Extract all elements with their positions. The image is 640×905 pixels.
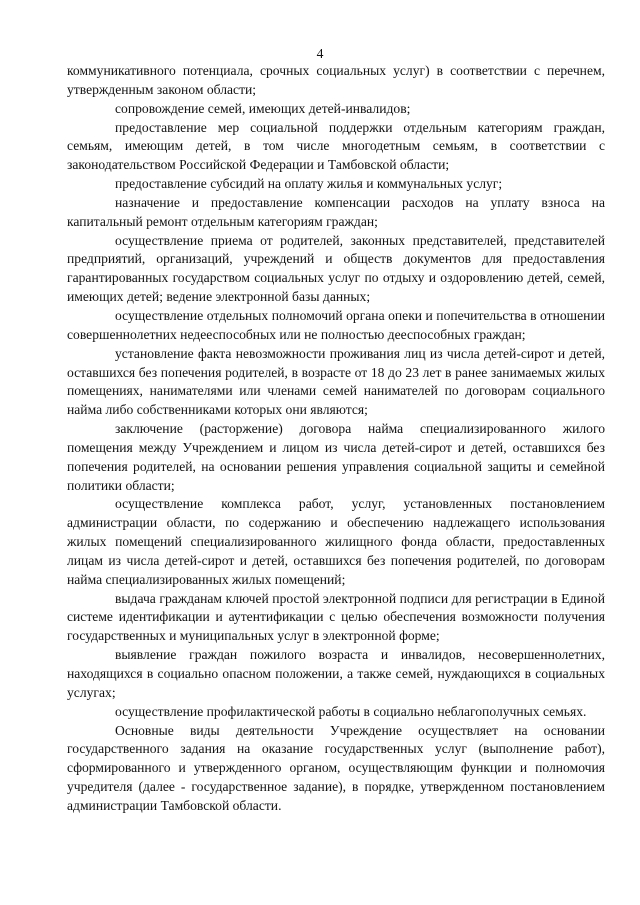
paragraph-preventive-work: осуществление профилактической работы в социально неблагополучных семьях.	[115, 703, 587, 719]
paragraph-social-support-measures: предоставление мер социальной поддержки отдельным категориям граждан, семьям, имеющим детей, в том числе многодетным семьям, в соответствии с законодательством Российской Федерации и Тамбовской области;	[67, 119, 605, 173]
paragraph-continuation: коммуникативного потенциала, срочных социальных услуг) в соответствии с перечнем, утвержденным законом области;	[67, 63, 605, 97]
paragraph-identification-of-citizens: выявление граждан пожилого возраста и инвалидов, несовершеннолетних, находящихся в социально опасном положении, а также семей, нуждающихся в социальных услугах;	[67, 647, 605, 700]
paragraph-state-assignment: Основные виды деятельности Учреждение осуществляет на основании государственного задания на оказание государственных услуг (выполнение работ), сформированного и утвержденного органом, осуществляющим функции и полномочия учредителя (далее - государственное задание), в порядке, утвержденном постановлением администрации Тамбовской области.	[67, 722, 605, 813]
paragraph-guardianship-powers: осуществление отдельных полномочий органа опеки и попечительства в отношении совершеннолетних недееспособных или не полностью дееспособных граждан;	[67, 307, 605, 342]
paragraph-housing-maintenance: осуществление комплекса работ, услуг, установленных постановлением администрации области, по содержанию и обеспечению надлежащего использования жилых помещений специализированного жилищного фонда области, предоставленных лицам из числа детей-сирот и детей, оставшихся без попечения родителей, по договорам найма специализированных жилых помещений;	[67, 496, 605, 587]
paragraph-electronic-signature: выдача гражданам ключей простой электронной подписи для регистрации в Единой системе идентификации и аутентификации с целью обеспечения возможности получения государственных и муниципальных услуг в электронной форме;	[67, 590, 605, 644]
paragraph-capital-repair-compensation: назначение и предоставление компенсации расходов на уплату взноса на капитальный ремонт отдельным категориям граждан;	[67, 194, 605, 229]
paragraph-rental-contract: заключение (расторжение) договора найма специализированного жилого помещения между Учреждением и лицом из числа детей-сирот и детей, оставшихся без попечения родителей, на основании решения управления социальной защиты и семейной политики области;	[67, 421, 605, 493]
paragraph-family-support: сопровождение семей, имеющих детей-инвалидов;	[115, 100, 411, 116]
page-number: 4	[316, 46, 324, 61]
document-body	[67, 62, 605, 816]
paragraph-document-reception: осуществление приема от родителей, законных представителей, представителей предприятий, организаций, учреждений и обществ документов для предоставления гарантированных государством социальных услуг по отдыху и оздоровлению детей, семей, имеющих детей; ведение электронной базы данных;	[67, 232, 605, 305]
paragraph-orphans-housing-fact: установление факта невозможности проживания лиц из числа детей-сирот и детей, оставшихся без попечения родителей, в возрасте от 18 до 23 лет в ранее занимаемых жилых помещениях, нанимателями или членами семей нанимателей по договорам социального найма либо собственниками которых они являются;	[67, 345, 605, 418]
paragraph-housing-subsidies: предоставление субсидий на оплату жилья и коммунальных услуг;	[115, 176, 503, 192]
